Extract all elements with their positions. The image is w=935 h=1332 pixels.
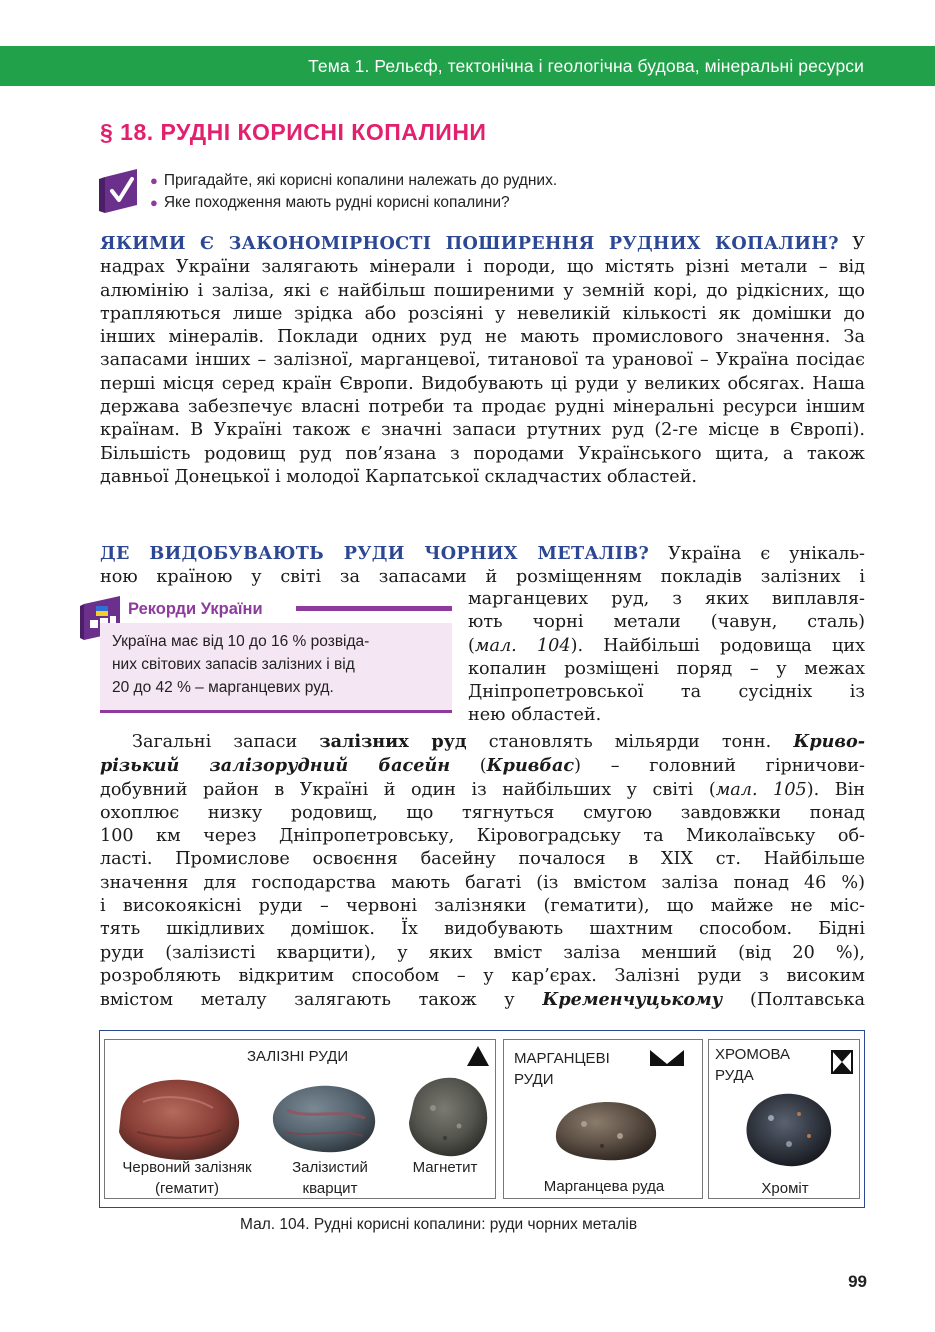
magnetite-label: Магнетит [412, 1159, 478, 1176]
hematite-label: Червоний залізняк (гематит) [122, 1159, 252, 1197]
subheading-2: ДЕ ВИДОБУВАЮТЬ РУДИ ЧОРНИХ МЕТАЛІВ? [100, 543, 650, 564]
paragraph-3-line: розробляють відкритим способом – у кар’єрах. Залізні руди з високим [100, 965, 865, 986]
triangle-symbol-icon [467, 1046, 489, 1066]
paragraph-2-col-line: Дніпропетровської та сусідніх із [468, 682, 865, 703]
records-text [112, 630, 442, 699]
paragraph-3-line: добувний район в Україні й один із найбільших у світі (мал. 105). Він [100, 779, 865, 800]
hourglass-symbol-icon [831, 1050, 853, 1074]
paragraph-2-col-line: (мал. 104). Найбільші родовища цих [468, 635, 865, 656]
page-number: 99 [848, 1272, 867, 1291]
panel-chrome-ore [708, 1039, 860, 1199]
paragraph-3-line: тять шкідливих домішок. Їх видобувають шахтним способом. Бідні [100, 919, 865, 940]
paragraph-3-line: 100 км через Дніпропетровську, Кіровоградську та Миколаївську об- [100, 826, 865, 847]
paragraph-2-line-1: Україна є унікаль- [668, 544, 866, 564]
question-2: ● Яке походження мають рудні корисні копалини? [150, 194, 510, 211]
paragraph-3-line: значення для господарства мають багаті (із вмістом заліза понад 46 %) [100, 872, 865, 893]
records-line: 20 до 42 % – марганцевих руд. [112, 679, 334, 696]
figure-104 [99, 1030, 865, 1208]
panel-manganese-ores [503, 1039, 703, 1199]
paragraph-2-col-line: нею областей. [468, 705, 602, 726]
paragraph-3-line: вмістом металу залягають також у Кременчуцькому (Полтавська [100, 989, 866, 1011]
records-title-bar [296, 606, 452, 611]
panel-title: ХРОМОВА РУДА [715, 1046, 791, 1084]
paragraph-2-col-line: марганцевих руд, з яких виплавля- [468, 589, 865, 609]
question-1: ● Пригадайте, які корисні копалини належать до рудних. [150, 172, 558, 189]
paragraph-3-line: Загальні запаси залізних руд становлять мільярди тонн. Криво- [132, 731, 866, 752]
magnetite-image [403, 1074, 491, 1160]
paragraph-1 [100, 232, 865, 489]
paragraph-3 [100, 730, 865, 1013]
paragraph-2-line-2: ною країною у світі за запасами й розміщенням покладів залізних і [100, 567, 865, 588]
paragraph-1-text: У надрах України залягають мінерали і породи, що містять різні метали – від алюмінію і заліза, які є найбільш поширеними у земній корі, до рідкісних, що трапляються лише зрідка або розсіяні у невеликій кількості як домішки до інших мінералів. Поклади одних руд не мають промислового значення. За запасами інших – залізної, марганцевої, титанової та уранової – Україна посідає перші місця серед країн Європи. Видобувають ці руди у великих обсягах. Наша держава забезпечує власні потреби та продає рудні мінеральні ресурси іншим країнам. В Україні також є значні запаси ртутних руд (2-ге місце в Європі). Більшість родовищ руд пов’язана з породами Українського щита, а також давньої Донецької і молодої Карпатської складчастих областей. [100, 234, 865, 487]
records-line: Україна має від 10 до 16 % розвіда- [112, 633, 370, 650]
paragraph-2-col-line: ють чорні метали (чавун, сталь) [468, 612, 865, 633]
section-title: § 18. РУДНІ КОРИСНІ КОПАЛИНИ [100, 119, 487, 145]
panel-title: МАРГАНЦЕВІ РУДИ [514, 1050, 610, 1088]
paragraph-3-line: руди (залізисті кварцити), у яких вміст заліза менший (від 20 %), [100, 942, 865, 963]
manganese-ore-image [550, 1096, 662, 1164]
bowtie-symbol-icon [650, 1050, 684, 1066]
chromite-label: Хроміт [761, 1180, 809, 1197]
records-line: них світових запасів залізних і від [112, 656, 355, 673]
chromite-image [739, 1088, 837, 1170]
paragraph-3-line: ласті. Промислове освоєння басейну почалося в XIX ст. Найбільше [100, 849, 865, 870]
paragraph-3-line: охоплює низку родовищ, що тягнуться смугою завдовжки понад [100, 802, 865, 823]
subheading-1: ЯКИМИ Є ЗАКОНОМІРНОСТІ ПОШИРЕННЯ РУДНИХ КОПАЛИН? [100, 233, 839, 254]
paragraph-3-line: різький залізорудний басейн (Кривбас) – головний гірничови- [100, 755, 866, 777]
paragraph-2-column [468, 588, 865, 728]
panel-iron-ores [104, 1039, 496, 1199]
manganese-label: Марганцева руда [543, 1178, 665, 1195]
panel-title: ЗАЛІЗНІ РУДИ [247, 1048, 349, 1065]
paragraph-3-line: і високоякісні руди – червоні залізняки (гематити), що майже не міс- [100, 896, 865, 917]
quartzite-label: Залізистий кварцит [292, 1159, 368, 1197]
checkmark-icon [99, 169, 139, 214]
paragraph-2-col-line: копалин розміщені поряд – у межах [468, 658, 865, 679]
records-box [80, 594, 452, 716]
records-title: Рекорди України [128, 600, 263, 618]
topic-header [0, 46, 935, 86]
figure-caption: Мал. 104. Рудні корисні копалини: руди чорних металів [240, 1216, 638, 1233]
hematite-image [113, 1072, 243, 1164]
topic-text: Тема 1. Рельєф, тектонічна і геологічна будова, мінеральні ресурси [308, 56, 864, 76]
ferruginous-quartzite-image [267, 1080, 379, 1156]
paragraph-2 [100, 542, 865, 590]
